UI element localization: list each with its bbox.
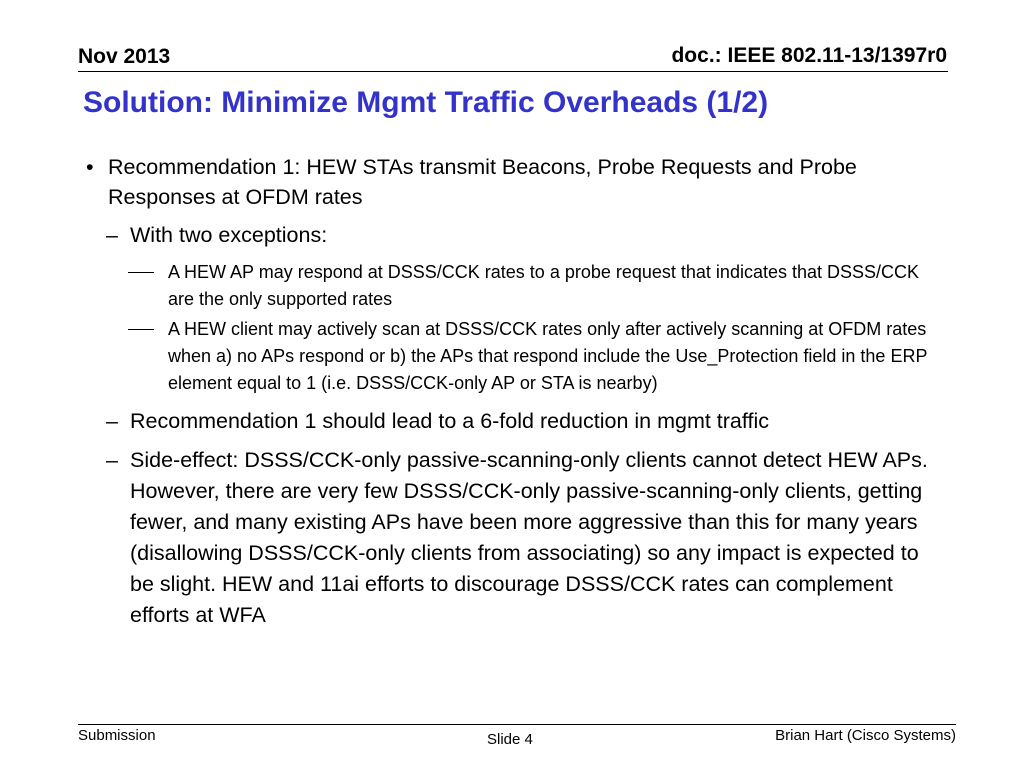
footer-author: Brian Hart (Cisco Systems) — [775, 727, 956, 744]
header-doc-id: doc.: IEEE 802.11-13/1397r0 — [671, 44, 947, 67]
bullet-exceptions-heading — [84, 220, 944, 251]
bullet-emdash — [128, 272, 154, 273]
bullet-recommendation — [84, 152, 944, 212]
bullet-reduction-text: Recommendation 1 should lead to a 6-fold reduction in mgmt traffic — [130, 409, 769, 433]
bullet-side-effect-text: Side-effect: DSSS/CCK-only passive-scanning-only clients cannot detect HEW APs. However, there are very few DSSS/CCK-only passive-scanning-only clients, getting fewer, and many existing APs have been more aggressive than this for many years (disallowing DSSS/CCK-only clients from associating) so any impact is expected to be slight. HEW and 11ai efforts to discourage DSSS/CCK rates can complement efforts at WFA — [130, 448, 928, 627]
footer-slide-number: Slide 4 — [487, 731, 533, 748]
bullet-exception-2-text: A HEW client may actively scan at DSSS/CCK rates only after actively scanning at OFDM rates when a) no APs respond or b) the APs that respond include the Use_Protection field in the ERP element equal to 1 (i.e. DSSS/CCK-only AP or STA is nearby) — [168, 319, 928, 393]
footer-divider — [78, 724, 956, 725]
bullet-dot: • — [86, 155, 94, 179]
bullet-exception-1 — [84, 259, 944, 313]
header-date: Nov 2013 — [78, 45, 171, 68]
bullet-exception-2 — [84, 316, 944, 397]
bullet-dash: – — [106, 448, 118, 472]
bullet-emdash — [128, 329, 154, 330]
bullet-recommendation-text: Recommendation 1: HEW STAs transmit Beacons, Probe Requests and Probe Responses at OFDM rates — [108, 155, 857, 209]
bullet-reduction — [84, 406, 944, 437]
slide-title: Solution: Minimize Mgmt Traffic Overheads (1/2) — [83, 86, 769, 119]
header-divider — [78, 71, 948, 72]
slide-body — [84, 152, 944, 639]
bullet-dash: – — [106, 223, 118, 247]
bullet-dash: – — [106, 409, 118, 433]
bullet-side-effect — [84, 445, 944, 631]
bullet-exception-1-text: A HEW AP may respond at DSSS/CCK rates to a probe request that indicates that DSSS/CCK are the only supported rates — [168, 262, 920, 309]
footer-submission: Submission — [78, 727, 156, 744]
bullet-exceptions-heading-text: With two exceptions: — [130, 223, 328, 247]
